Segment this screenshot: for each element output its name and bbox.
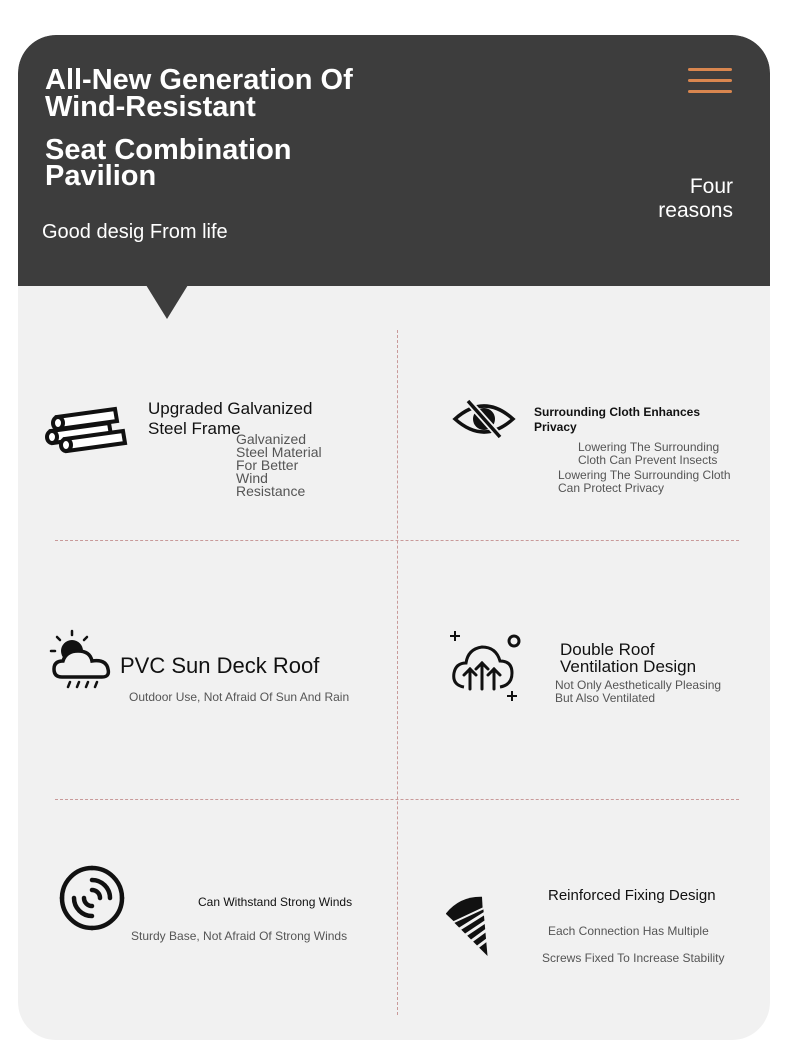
ventilation-arrows-icon: [446, 629, 526, 703]
title-line-4: Pavilion: [45, 160, 157, 192]
ventilation-desc-line-1: Not Only Aesthetically Pleasing: [555, 678, 722, 692]
reasons-line-1: Four: [689, 175, 733, 198]
steel-desc-line-1: Galvanized: [236, 431, 307, 447]
horizontal-divider-2: [55, 799, 739, 800]
privacy-title-line-2: Privacy: [534, 420, 577, 434]
steel-title-line-2: Steel Frame: [148, 419, 241, 438]
header-pointer: [146, 285, 188, 319]
fixing-desc-line-1: Each Connection Has Multiple: [548, 924, 709, 938]
ventilation-desc-line-2: But Also Ventilated: [555, 691, 656, 705]
steel-title-line-1: Upgraded Galvanized: [148, 399, 313, 418]
steel-desc-line-3: For Better: [236, 457, 299, 473]
reasons-line-2: reasons: [658, 199, 733, 222]
privacy-desc-line-1: Lowering The Surrounding: [578, 440, 720, 454]
title-line-1: All-New Generation Of: [45, 64, 353, 96]
privacy-desc-line-2: Cloth Can Prevent Insects: [578, 453, 718, 467]
horizontal-divider-1: [55, 540, 739, 541]
fixing-title: Reinforced Fixing Design: [548, 887, 716, 904]
ventilation-title-line-2: Ventilation Design: [560, 657, 697, 676]
feature-card: [18, 35, 770, 1040]
wind-title: Can Withstand Strong Winds: [198, 895, 353, 909]
steel-desc-line-2: Steel Material: [236, 444, 322, 460]
four-reasons-label: [658, 175, 733, 223]
title-line-3: Seat Combination: [45, 134, 292, 166]
steel-pipes-icon: [45, 401, 129, 457]
header-banner: [18, 35, 770, 286]
wind-swirl-icon: [56, 862, 128, 934]
steel-desc-line-4: Wind: [236, 470, 268, 486]
privacy-desc-line-4: Can Protect Privacy: [558, 481, 665, 495]
roof-title: PVC Sun Deck Roof: [120, 653, 320, 678]
privacy-desc-line-3: Lowering The Surrounding Cloth: [558, 468, 731, 482]
fixing-desc-line-2: Screws Fixed To Increase Stability: [542, 951, 725, 965]
ventilation-title-line-1: Double Roof: [560, 640, 655, 659]
roof-desc: Outdoor Use, Not Afraid Of Sun And Rain: [129, 690, 350, 704]
screw-icon: [446, 893, 502, 961]
wind-desc: Sturdy Base, Not Afraid Of Strong Winds: [131, 929, 348, 943]
steel-desc-line-5: Resistance: [236, 483, 306, 499]
title-line-2: Wind-Resistant: [45, 91, 256, 123]
subtitle: Good desig From life: [42, 221, 228, 243]
eye-slash-icon: [452, 397, 516, 441]
sun-cloud-rain-icon: [48, 629, 116, 691]
privacy-title-line-1: Surrounding Cloth Enhances: [534, 405, 701, 419]
vertical-divider: [397, 330, 398, 1015]
hamburger-menu-icon[interactable]: [688, 68, 732, 94]
